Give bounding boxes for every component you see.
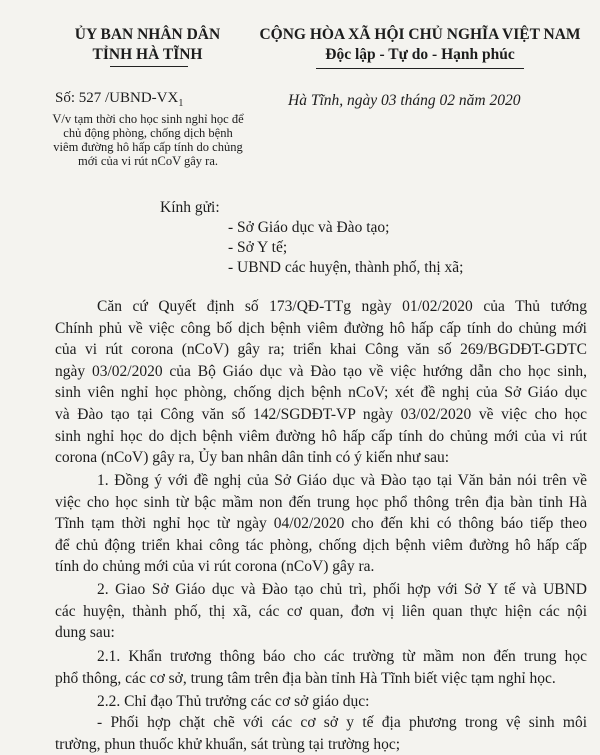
national-motto: Độc lập - Tự do - Hạnh phúc xyxy=(325,46,515,63)
recipient-item: - Sở Giáo dục và Đào tạo; xyxy=(228,219,390,236)
motto-underline xyxy=(316,68,524,69)
text-line: của vi rút corona (nCoV) gây ra; triển khai Công văn số 269/BGDĐT-GDTC xyxy=(55,341,587,359)
paragraph-item-2-2-a xyxy=(55,712,587,755)
text-line: và Đào tạo tại Công văn số 142/SGDĐT-VP ngày 03/02/2020 về việc cho học xyxy=(55,405,587,423)
national-title: CỘNG HÒA XÃ HỘI CHỦ NGHĨA VIỆT NAM xyxy=(259,26,581,43)
text-line: sinh viên nghỉ học phòng, chống dịch bệnh nCoV; xét đề nghị của Sở Giáo dục xyxy=(55,384,587,402)
text-line: phổ thông, các cơ sở, trung tâm trên địa bàn tỉnh Hà Tĩnh biết việc tạm nghỉ học. xyxy=(55,669,556,687)
text-line: các huyện, thành phố, thị xã, các cơ quan, đơn vị liên quan thực hiện các nội xyxy=(55,602,587,620)
text-line: để chủ động triển khai công tác phòng, chống dịch bệnh viêm đường hô hấp cấp xyxy=(55,536,587,554)
text-line: 1. Đồng ý với đề nghị của Sở Giáo dục và Đào tạo tại Văn bản nói trên về xyxy=(97,472,587,489)
issuer-line2: TỈNH HÀ TĨNH xyxy=(92,46,203,63)
text-line: 2. Giao Sở Giáo dục và Đào tạo chủ trì, phối hợp với Sở Y tế và UBND xyxy=(97,581,587,598)
subject-line: viêm đường hô hấp cấp tính do chủng xyxy=(53,140,243,154)
text-line: Tĩnh tạm thời nghỉ học từ ngày 04/02/2020 cho đến khi có thông báo tiếp theo xyxy=(55,515,587,533)
text-line: Chính phủ về việc công bố dịch bệnh viêm đường hô hấp cấp tính do chủng mới xyxy=(55,319,587,337)
subject-line: mới của vi rút nCoV gây ra. xyxy=(77,154,219,168)
recipient-item: - UBND các huyện, thành phố, thị xã; xyxy=(228,259,464,276)
document-subject xyxy=(38,112,258,168)
recipient-item: - Sở Y tế; xyxy=(228,239,288,256)
paragraph-item-2 xyxy=(55,579,587,644)
issuer-line1: ỦY BAN NHÂN DÂN xyxy=(74,26,221,43)
document-date: Hà Tĩnh, ngày 03 tháng 02 năm 2020 xyxy=(288,92,521,109)
text-line: việc cho học sinh từ bậc mầm non đến trung học phổ thông trên địa bàn tỉnh Hà xyxy=(55,493,587,511)
text-line: dung sau: xyxy=(55,624,115,642)
paragraph-legal-basis xyxy=(55,296,587,469)
paragraph-item-2-1 xyxy=(55,646,587,689)
text-line: sinh nghỉ học do dịch bệnh viêm đường hô hấp cấp tính do chủng mới của vi rút xyxy=(55,427,587,445)
text-line: - Phối hợp chặt chẽ với các cơ sở y tế địa phương trong vệ sinh môi xyxy=(97,714,587,731)
text-line: corona (nCoV) gây ra, Ủy ban nhân dân tỉnh có ý kiến như sau: xyxy=(55,449,450,467)
subject-line: chủ động phòng, chống dịch bệnh xyxy=(63,126,233,140)
text-line: 2.1. Khẩn trương thông báo cho các trường từ mầm non đến trung học xyxy=(97,648,587,665)
paragraph-item-1 xyxy=(55,470,587,578)
document-number: Số: 527 $/UBND-VX_1$ xyxy=(55,90,184,109)
text-line: trường, phun thuốc khử khuẩn, sát trùng tại trường học; xyxy=(55,735,401,753)
text-line: tính do chủng mới của vi rút corona (nCoV) gây ra. xyxy=(55,558,375,576)
greeting: Kính gửi: xyxy=(160,199,220,216)
text-line: 2.2. Chỉ đạo Thủ trưởng các cơ sở giáo dục: xyxy=(97,693,370,710)
subject-line: V/v tạm thời cho học sinh nghỉ học để xyxy=(52,112,244,126)
text-line: Căn cứ Quyết định số 173/QĐ-TTg ngày 01/02/2020 của Thủ tướng xyxy=(97,298,587,315)
text-line: ngày 03/02/2020 của Bộ Giáo dục và Đào tạo về việc hướng dẫn cho học sinh, xyxy=(55,362,587,380)
paragraph-item-2-2 xyxy=(55,691,587,713)
issuer-underline xyxy=(110,66,188,67)
